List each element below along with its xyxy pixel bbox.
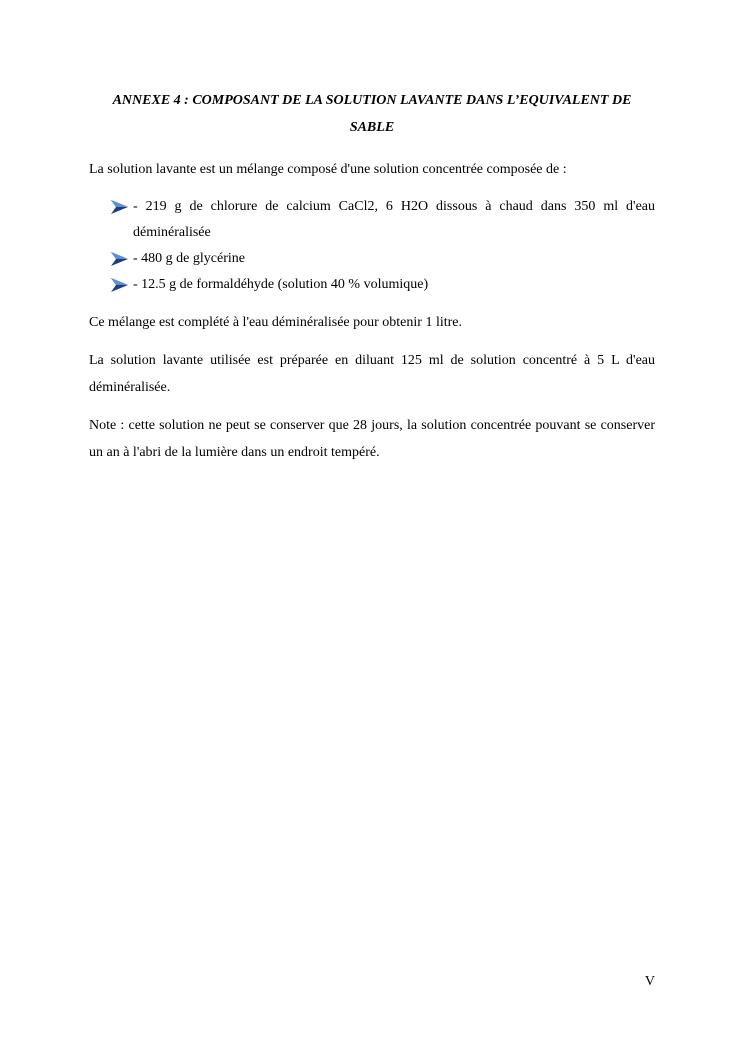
page-content bbox=[89, 87, 655, 477]
intro-paragraph: La solution lavante est un mélange composé d'une solution concentrée composée de : bbox=[89, 162, 567, 177]
list-item bbox=[89, 246, 655, 272]
list-item bbox=[89, 272, 655, 298]
ingredient-list bbox=[89, 194, 655, 298]
ingredient-text: - 219 g de chlorure de calcium CaCl2, 6 H2O dissous à chaud dans 350 ml d'eau déminéralisée bbox=[133, 199, 655, 240]
ingredient-text: - 12.5 g de formaldéhyde (solution 40 % volumique) bbox=[133, 277, 429, 292]
dilution-paragraph: La solution lavante utilisée est préparée en diluant 125 ml de solution concentré à 5 L d'eau déminéralisée. bbox=[89, 353, 655, 395]
ingredient-text: - 480 g de glycérine bbox=[133, 251, 245, 266]
list-item bbox=[89, 194, 655, 246]
note-paragraph: Note : cette solution ne peut se conserver que 28 jours, la solution concentrée pouvant se conserver un an à l'abri de la lumière dans un endroit tempéré. bbox=[89, 418, 655, 460]
arrow-bullet-icon bbox=[111, 200, 128, 214]
completion-paragraph: Ce mélange est complété à l'eau déminéralisée pour obtenir 1 litre. bbox=[89, 315, 462, 330]
arrow-bullet-icon bbox=[111, 278, 128, 292]
arrow-bullet-icon bbox=[111, 252, 128, 266]
annex-title: ANNEXE 4 : COMPOSANT DE LA SOLUTION LAVANTE DANS L’EQUIVALENT DE SABLE bbox=[112, 93, 632, 135]
page-number: V bbox=[644, 974, 655, 989]
